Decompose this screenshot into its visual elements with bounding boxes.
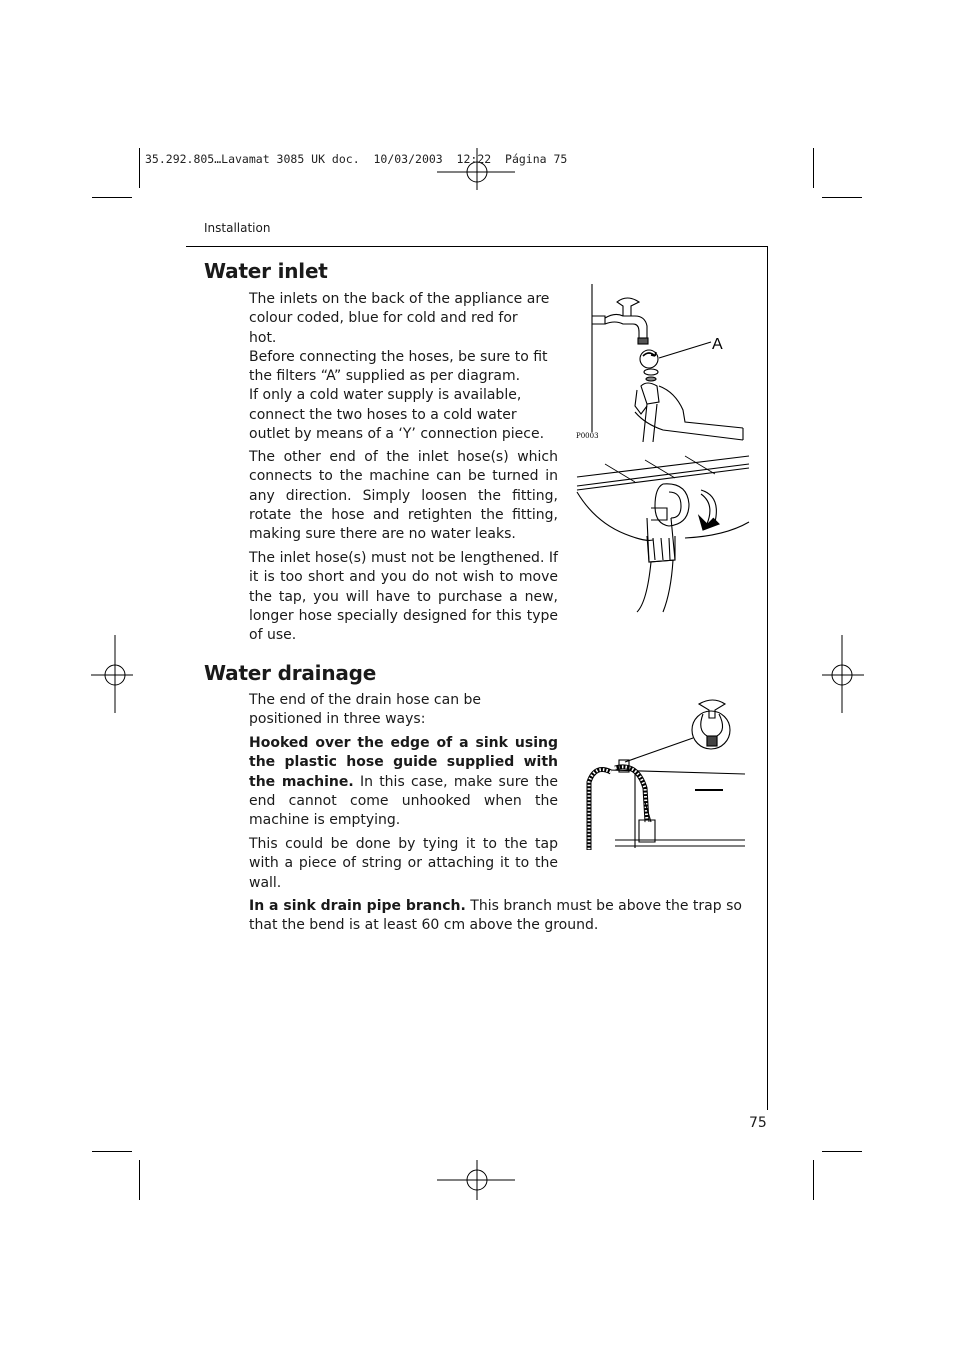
text-line: colour coded, blue for cold and red for [249,310,518,327]
text-line: outlet by means of a ‘Y’ connection piece. [249,426,545,443]
drainage-option-1 [249,734,558,830]
hose-fitting-illustration [575,452,755,614]
text-line: hot. [249,329,277,346]
filter-label: A [712,336,723,353]
drain-hose-illustration [575,692,755,854]
text-line: connect the two hoses to a cold water [249,406,517,423]
drainage-option-1-text: In this case, make sure the end cannot come unhooked when the machine is emptying. [249,773,558,829]
figure-code: P0003 [576,432,599,440]
text-line: Before connecting the hoses, be sure to fit [249,348,548,365]
water-inlet-para-3: The inlet hose(s) must not be lengthened. If it is too short and you do not wish to move the tap, you will have to purchase a new, longer hose specially designed for this type of use. [249,549,558,644]
water-drainage-heading: Water drainage [204,661,377,685]
drainage-intro: The end of the drain hose can be positioned in three ways: [249,692,482,728]
registration-mark-bottom [437,1140,517,1220]
top-rule [186,246,768,247]
drainage-option-2-text: This branch must be above the trap so that the bend is at least 60 cm above the ground. [249,898,742,934]
text-line: the filters “A” supplied as per diagram. [249,368,521,385]
water-inlet-para-1 [249,290,564,444]
registration-mark-right [802,635,882,715]
text-line: If only a cold water supply is available, [249,387,522,404]
print-header: 35.292.805…Lavamat 3085 UK doc. 10/03/2003 12:22 Página 75 [145,152,568,166]
registration-mark-top [437,132,517,212]
drainage-option-1-lead: Hooked over the edge of a sink using the plastic hose guide supplied with the machine. [249,735,558,790]
water-inlet-para-2: The other end of the inlet hose(s) which connects to the machine can be turned in any direction. Simply loosen the fitting, rotate the hose and retighten the fitting, making sure there are no water leaks. [249,449,558,543]
section-label: Installation [204,221,271,235]
text-line: The inlets on the back of the appliance are [249,291,550,307]
registration-mark-left [75,635,155,715]
drainage-option-2-lead: In a sink drain pipe branch. [249,898,466,914]
drainage-option-2 [249,897,754,936]
right-rule [767,246,768,1110]
drainage-option-1-note: This could be done by tying it to the tap with a piece of string or attaching it to the wall. [249,836,558,891]
tap-filter-illustration [575,282,755,447]
page-number: 75 [749,1115,767,1131]
water-inlet-heading: Water inlet [204,259,328,283]
